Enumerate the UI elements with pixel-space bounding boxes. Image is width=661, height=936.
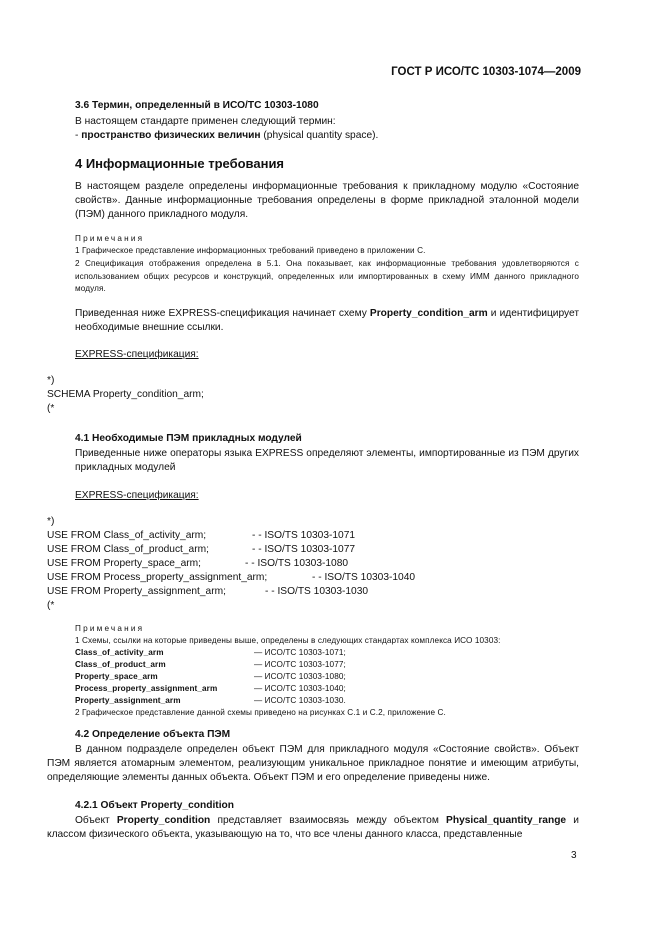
term-prefix: - — [75, 130, 82, 141]
page-number: 3 — [571, 850, 577, 861]
section-4-2-1-title: 4.2.1 Объект Property_condition — [75, 800, 234, 811]
code-line: (* — [47, 600, 55, 611]
schema-name: Class_of_activity_arm — [75, 648, 164, 657]
para-a: Объект — [75, 815, 117, 826]
section-4-title: 4 Информационные требования — [75, 156, 285, 171]
use-reference: - - ISO/TS 10303-1071 — [252, 530, 356, 541]
section-4-1-title: 4.1 Необходимые ПЭМ прикладных модулей — [75, 433, 302, 444]
express-spec-label-2: EXPRESS-спецификация: — [75, 490, 199, 501]
para2-a: Приведенная ниже EXPRESS-спецификация начинает схему — [75, 308, 370, 319]
section-4-2-title: 4.2 Определение объекта ПЭМ — [75, 729, 231, 740]
use-statement — [47, 529, 206, 544]
section-4-2-1-paragraph — [47, 814, 579, 842]
section-4-paragraph: В настоящем разделе определены информационные требования к прикладному модулю «Состояние свойств». Данные информационные требования определены в форме прикладной эталонной модели (ПЭМ) данного прикладного модуля. — [75, 181, 579, 221]
section-4-1-note-1: 1 Схемы, ссылки на которые приведены выше, определены в следующих стандартах комплекса ИСО 10303: — [75, 636, 501, 645]
section-3-6-term — [75, 129, 378, 143]
section-3-6-intro: В настоящем стандарте применен следующий термин: — [75, 116, 336, 127]
use-statement — [47, 585, 226, 600]
use-stmt: USE FROM Class_of_product_arm; — [47, 544, 209, 555]
use-reference: - - ISO/TS 10303-1077 — [252, 544, 356, 555]
section-4-1-note-2: 2 Графическое представление данной схемы приведено на рисунках С.1 и С.2, приложение С. — [75, 708, 446, 717]
para2-schema: Property_condition_arm — [369, 308, 488, 319]
para2-b: и идентифицирует необходимые внешние ссылки. — [75, 308, 579, 334]
schema-name: Class_of_product_arm — [75, 660, 166, 669]
code-line: (* — [47, 403, 55, 414]
term-rest: (physical quantity space). — [260, 130, 379, 141]
use-stmt: USE FROM Property_space_arm; — [47, 558, 201, 569]
section-4-note-1: 1 Графическое представление информационных требований приведено в приложении С. — [75, 246, 426, 255]
entity-name: Property_condition — [116, 815, 211, 826]
section-3-6-title: 3.6 Термин, определенный в ИСО/ТС 10303-1080 — [75, 100, 319, 111]
use-statement — [47, 571, 267, 586]
code-line: SCHEMA Property_condition_arm; — [47, 389, 204, 400]
schema-standard: — ИСО/ТС 10303-1071; — [254, 648, 346, 657]
section-4-notes-title: Примечания — [75, 234, 145, 243]
schema-name: Process_property_assignment_arm — [75, 684, 218, 693]
para-c: и классом физического объекта, указывающую на то, что все члены данного класса, представленные — [47, 815, 579, 841]
use-statement — [47, 557, 201, 572]
use-statement — [47, 543, 209, 558]
schema-name: Property_space_arm — [75, 672, 158, 681]
schema-standard: — ИСО/ТС 10303-1030. — [254, 696, 346, 705]
schema-standard: — ИСО/ТС 10303-1077; — [254, 660, 346, 669]
express-spec-label-1: EXPRESS-спецификация: — [75, 349, 199, 360]
para-b: представляет взаимосвязь между объектом — [210, 815, 447, 826]
schema-name: Property_assignment_arm — [75, 696, 181, 705]
term-bold: пространство физических величин — [81, 130, 261, 141]
section-4-2-paragraph: В данном подразделе определен объект ПЭМ для прикладного модуля «Состояние свойств». Объект ПЭМ является атомарным элементом, реализующим уникальное прикладное понятие и имеющим атрибуты, определяющие элементы данных объекта. Объект ПЭМ и его определение приведены ниже. — [47, 744, 579, 784]
section-4-1-paragraph: Приведенные ниже операторы языка EXPRESS определяют элементы, импортированные из ПЭМ других прикладных модулей — [75, 448, 579, 474]
use-reference: - - ISO/TS 10303-1030 — [265, 586, 369, 597]
use-stmt: USE FROM Property_assignment_arm; — [47, 586, 226, 597]
code-line: *) — [47, 375, 55, 386]
use-reference: - - ISO/TS 10303-1040 — [312, 572, 416, 583]
section-4-note-2: 2 Спецификация отображения определена в 5.1. Она показывает, как информационные требования удовлетворяются с использованием общих ресурсов и конструкций, определенных или импортированных в схему ИММ данного прикладного модуля. — [75, 259, 579, 293]
section-4-1-notes-title: Примечания — [75, 624, 145, 633]
section-4-paragraph-2 — [75, 307, 579, 335]
use-stmt: USE FROM Process_property_assignment_arm; — [47, 572, 268, 583]
schema-standard: — ИСО/ТС 10303-1040; — [254, 684, 346, 693]
entity-name: Physical_quantity_range — [446, 815, 567, 826]
document-header: ГОСТ Р ИСО/ТС 10303-1074—2009 — [391, 66, 581, 78]
code-line: *) — [47, 516, 55, 527]
schema-standard: — ИСО/ТС 10303-1080; — [254, 672, 346, 681]
use-reference: - - ISO/TS 10303-1080 — [245, 558, 349, 569]
use-stmt: USE FROM Class_of_activity_arm; — [47, 530, 207, 541]
